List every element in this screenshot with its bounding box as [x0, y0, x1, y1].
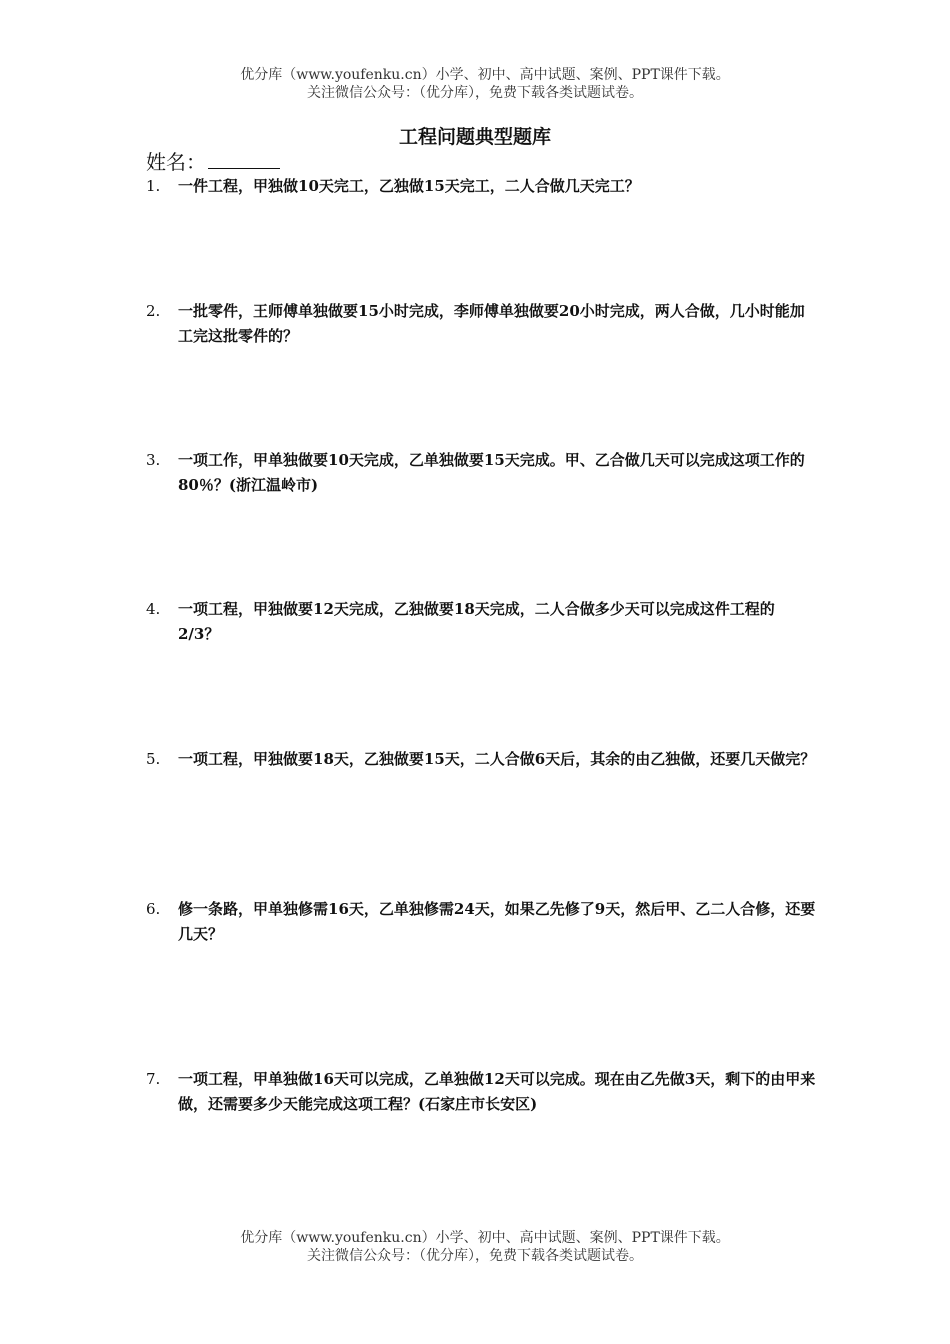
question-text: 一件工程，甲独做10天完工，乙独做15天完工，二人合做几天完工？: [178, 177, 640, 195]
question-text: 一项工程，甲独做要18天，乙独做要15天，二人合做6天后，其余的由乙独做，还要几天做完？: [178, 750, 816, 768]
footer-line-1: 优分库（www.youfenku.cn）小学、初中、高中试题、案例、PPT课件下载。: [240, 1230, 730, 1246]
question-3: [146, 448, 816, 498]
question-text: 一项工程，甲单独做16天可以完成，乙单独做12天可以完成。现在由乙先做3天，剩下的由甲来做，还需要多少天能完成这项工程？(石家庄市长安区): [178, 1070, 816, 1113]
question-4: [146, 597, 816, 647]
header-line-1: 优分库（www.youfenku.cn）小学、初中、高中试题、案例、PPT课件下载。: [240, 67, 730, 83]
question-text: 一项工程，甲独做要12天完成，乙独做要18天完成，二人合做多少天可以完成这件工程的2/3？: [178, 600, 775, 643]
question-2: [146, 299, 816, 349]
question-5: [146, 747, 816, 772]
question-text: 一项工作，甲单独做要10天完成，乙单独做要15天完成。甲、乙合做几天可以完成这项工作的80％？(浙江温岭市): [178, 451, 805, 494]
footer-line-2: 关注微信公众号：（优分库），免费下载各类试题试卷。: [307, 1248, 643, 1264]
question-number: 7.: [146, 1070, 161, 1088]
question-number: 1.: [146, 177, 161, 195]
question-text: 修一条路，甲单独修需16天，乙单独修需24天，如果乙先修了9天，然后甲、乙二人合修，还要几天？: [178, 900, 816, 943]
question-number: 5.: [146, 750, 161, 768]
name-blank-line: [208, 150, 280, 169]
question-6: [146, 897, 816, 947]
header-line-2: 关注微信公众号：（优分库），免费下载各类试题试卷。: [307, 85, 643, 101]
page-title: 工程问题典型题库: [398, 126, 551, 148]
question-text: 一批零件，王师傅单独做要15小时完成，李师傅单独做要20小时完成，两人合做，几小时能加工完这批零件的？: [178, 302, 805, 345]
question-7: [146, 1067, 816, 1117]
question-1: [146, 174, 816, 199]
question-number: 4.: [146, 600, 161, 618]
question-number: 2.: [146, 302, 161, 320]
name-row: [146, 148, 280, 176]
name-label: 姓名：: [146, 150, 206, 174]
question-number: 6.: [146, 900, 161, 918]
page-footer: [0, 1229, 950, 1265]
question-number: 3.: [146, 451, 161, 469]
page-header: [0, 66, 950, 102]
